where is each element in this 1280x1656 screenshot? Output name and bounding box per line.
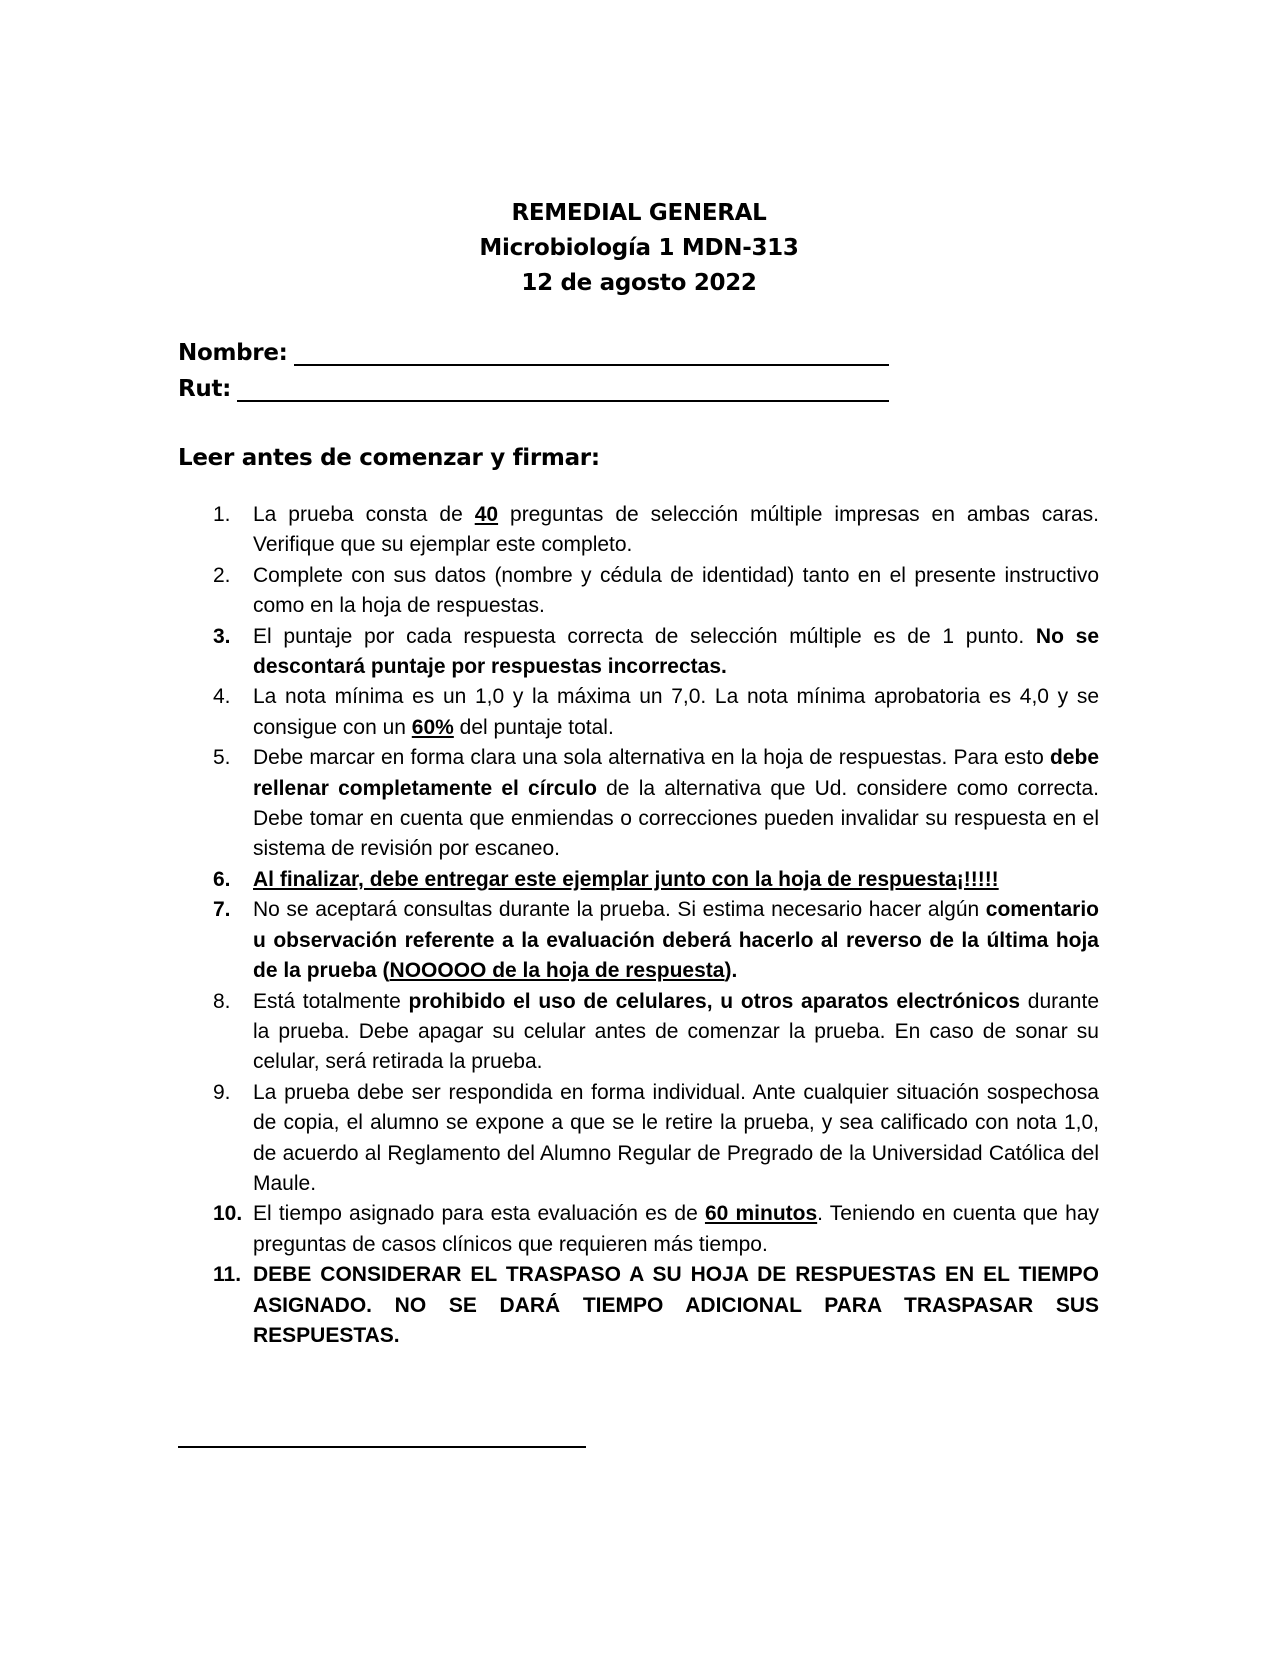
rule-number: 3.	[213, 624, 231, 648]
rule-item: 11. DEBE CONSIDERAR EL TRASPASO A SU HOJA DE RESPUESTAS EN EL TIEMPO ASIGNADO. NO SE DARÁ TIEMPO ADICIONAL PARA TRASPASAR SUS RESPUESTAS.	[0, 1260, 1099, 1351]
rule-number: 11.	[213, 1263, 242, 1287]
rule-item: 8. Está totalmente prohibido el uso de celulares, u otros aparatos electrónicos durante la prueba. Debe apagar su celular antes de comenzar la prueba. En caso de sonar su celular, será retirada la prueba.	[0, 987, 1099, 1078]
rule-number: 1.	[213, 503, 231, 526]
rule-number: 5.	[213, 746, 231, 770]
rule-item: 1. La prueba consta de 40 preguntas de selección múltiple impresas en ambas caras. Verifique que su ejemplar este completo.	[0, 500, 1099, 561]
rule-number: 8.	[213, 989, 231, 1013]
rule-number: 4.	[213, 685, 231, 709]
rut-blank-line[interactable]	[237, 376, 889, 402]
rule-number: 2.	[213, 563, 231, 587]
exam-date: 12 de agosto 2022	[521, 270, 757, 296]
rule-number: 9.	[213, 1080, 231, 1104]
course-name: Microbiología 1 MDN-313	[479, 235, 799, 261]
rule-number: 7.	[213, 898, 231, 922]
question-count: 40	[474, 503, 499, 526]
rule-item: 4. La nota mínima es un 1,0 y la máxima un 7,0. La nota mínima aprobatoria es 4,0 y se consigue con un 60% del puntaje total.	[0, 682, 1099, 743]
nombre-field[interactable]	[178, 336, 889, 366]
rule-number: 10.	[213, 1202, 243, 1226]
rule-item: 7. No se aceptará consultas durante la prueba. Si estima necesario hacer algún comentario u observación referente a la evaluación deberá hacerlo al reverso de la última hoja de la prueba (NOOOOO de la hoja de respuesta).	[0, 895, 1099, 986]
rule-item: 9. La prueba debe ser respondida en forma individual. Ante cualquier situación sospechosa de copia, el alumno se expone a que se le retire la prueba, y sea calificado con nota 1,0, de acuerdo al Reglamento del Alumno Regular de Pregrado de la Universidad Católica del Maule.	[0, 1078, 1099, 1200]
rule-item: 10. El tiempo asignado para esta evaluación es de 60 minutos. Teniendo en cuenta que hay preguntas de casos clínicos que requieren más tiempo.	[0, 1199, 1099, 1260]
rule-item: 2. Complete con sus datos (nombre y cédula de identidad) tanto en el presente instructivo como en la hoja de respuestas.	[0, 561, 1099, 622]
signature-line[interactable]	[178, 1446, 586, 1448]
rule-number: 6.	[213, 867, 231, 891]
nombre-blank-line[interactable]	[294, 340, 889, 366]
instructions-title: Leer antes de comenzar y firmar:	[178, 445, 600, 471]
nombre-label: Nombre:	[178, 340, 288, 366]
exam-title: REMEDIAL GENERAL	[511, 200, 767, 226]
rules-list	[0, 500, 1280, 1351]
rut-field[interactable]	[178, 372, 889, 402]
rut-label: Rut:	[178, 376, 232, 402]
rule-item: 6. Al finalizar, debe entregar este ejemplar junto con la hoja de respuesta¡!!!!!	[0, 865, 1099, 895]
exam-header	[178, 196, 1100, 301]
rule-item: 3. El puntaje por cada respuesta correcta de selección múltiple es de 1 punto. No se descontará puntaje por respuestas incorrectas.	[0, 622, 1099, 683]
rule-item: 5. Debe marcar en forma clara una sola alternativa en la hoja de respuestas. Para esto debe rellenar completamente el círculo de la alternativa que Ud. considere como correcta. Debe tomar en cuenta que enmiendas o correcciones pueden invalidar su respuesta en el sistema de revisión por escaneo.	[0, 743, 1099, 865]
